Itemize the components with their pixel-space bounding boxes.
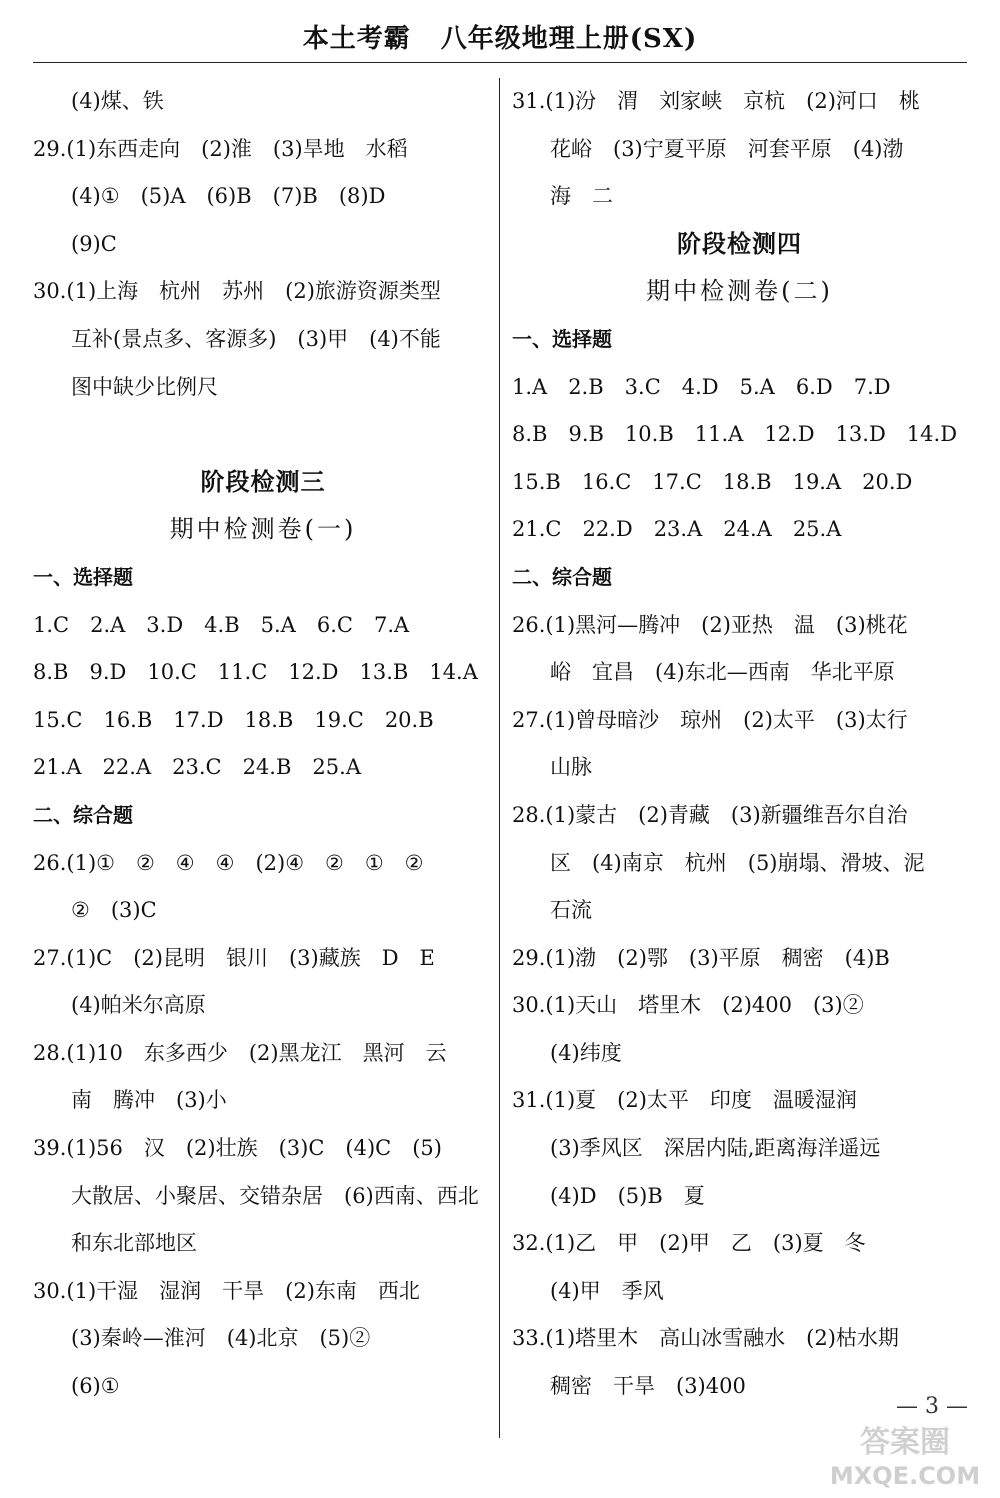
- book-brand: 本土考霸: [302, 24, 411, 54]
- right-answer-line: 海 二: [550, 184, 613, 209]
- right-answer-line: 8.B 9.B 10.B 11.A 12.D 13.D 14.D: [512, 422, 958, 447]
- right-answer-line: 稠密 干旱 (3)400: [550, 1374, 746, 1399]
- right-answer-line: 26.(1)黑河—腾冲 (2)亚热 温 (3)桃花: [512, 612, 908, 637]
- left-answer-line: 29.(1)东西走向 (2)淮 (3)旱地 水稻: [33, 136, 408, 161]
- left-answer-line: 南 腾冲 (3)小: [71, 1088, 227, 1113]
- left-section-title: 阶段检测三: [200, 467, 326, 496]
- left-answer-line: 1.C 2.A 3.D 4.B 5.A 6.C 7.A: [33, 612, 410, 637]
- right-answer-line: 峪 宜昌 (4)东北—西南 华北平原: [550, 660, 895, 685]
- right-answer-line: 29.(1)渤 (2)鄂 (3)平原 稠密 (4)B: [512, 945, 890, 970]
- right-answer-line: 花峪 (3)宁夏平原 河套平原 (4)渤: [550, 136, 904, 161]
- right-answer-line: 31.(1)夏 (2)太平 印度 温暖湿润: [512, 1088, 857, 1113]
- left-question-group-heading: 一、选择题: [33, 564, 133, 589]
- left-answer-line: 15.C 16.B 17.D 18.B 19.C 20.B: [33, 707, 434, 732]
- left-answer-line: 大散居、小聚居、交错杂居 (6)西南、西北: [71, 1183, 479, 1208]
- right-answer-line: 32.(1)乙 甲 (2)甲 乙 (3)夏 冬: [512, 1231, 866, 1256]
- right-question-group-heading: 一、选择题: [512, 326, 612, 351]
- left-answer-line: 8.B 9.D 10.C 11.C 12.D 13.B 14.A: [33, 660, 478, 685]
- right-answer-line: 石流: [550, 898, 592, 923]
- left-answer-line: 26.(1)① ② ④ ④ (2)④ ② ① ②: [33, 850, 424, 875]
- left-answer-line: 互补(景点多、客源多) (3)甲 (4)不能: [71, 326, 441, 351]
- right-answer-line: (4)D (5)B 夏: [550, 1183, 705, 1208]
- left-answer-line: 28.(1)10 东多西少 (2)黑龙江 黑河 云: [33, 1040, 447, 1065]
- left-answer-line: (4)煤、铁: [71, 89, 164, 113]
- left-answer-line: 39.(1)56 汉 (2)壮族 (3)C (4)C (5): [33, 1136, 442, 1161]
- right-answer-line: (4)甲 季风: [550, 1278, 664, 1303]
- left-answer-line: (9)C: [71, 231, 117, 256]
- left-answer-line: ② (3)C: [71, 898, 157, 923]
- left-answer-line: (3)秦岭—淮河 (4)北京 (5)②: [71, 1326, 371, 1351]
- right-section-title: 阶段检测四: [677, 229, 802, 258]
- page-number-value: 3: [925, 1394, 939, 1419]
- right-answer-line: 山脉: [550, 755, 592, 780]
- left-answer-line: 21.A 22.A 23.C 24.B 25.A: [33, 755, 361, 780]
- right-answer-line: 27.(1)曾母暗沙 琼州 (2)太平 (3)太行: [512, 707, 908, 732]
- left-column: [33, 78, 493, 1411]
- right-answer-line: (4)纬度: [550, 1040, 622, 1065]
- column-divider: [499, 78, 500, 1438]
- right-answer-line: 33.(1)塔里木 高山冰雪融水 (2)枯水期: [512, 1326, 899, 1351]
- left-question-group-heading: 二、综合题: [33, 802, 133, 827]
- right-answer-line: 区 (4)南京 杭州 (5)崩塌、滑坡、泥: [550, 850, 925, 875]
- right-answer-line: 1.A 2.B 3.C 4.D 5.A 6.D 7.D: [512, 374, 891, 399]
- left-answer-line: 30.(1)上海 杭州 苏州 (2)旅游资源类型: [33, 279, 441, 304]
- right-answer-line: 21.C 22.D 23.A 24.A 25.A: [512, 517, 842, 542]
- page-number: — 3 —: [896, 1394, 968, 1419]
- right-answer-line: 30.(1)天山 塔里木 (2)400 (3)②: [512, 993, 864, 1018]
- left-answer-line: 27.(1)C (2)昆明 银川 (3)藏族 D E: [33, 945, 435, 970]
- right-column: [512, 78, 967, 1411]
- right-answer-line: 31.(1)汾 渭 刘家峡 京杭 (2)河口 桃: [512, 89, 920, 113]
- left-spacer: [33, 411, 493, 459]
- right-exam-title: 期中检测卷(二): [646, 277, 833, 306]
- left-answer-line: 30.(1)干湿 湿润 干旱 (2)东南 西北: [33, 1278, 420, 1303]
- book-subtitle: 八年级地理上册(SX): [440, 24, 698, 54]
- header-rule: [33, 62, 967, 63]
- left-answer-line: (4)① (5)A (6)B (7)B (8)D: [71, 184, 386, 209]
- left-exam-title: 期中检测卷(一): [169, 515, 357, 544]
- right-answer-line: 28.(1)蒙古 (2)青藏 (3)新疆维吾尔自治: [512, 802, 908, 827]
- right-question-group-heading: 二、综合题: [512, 564, 612, 589]
- svg-text:MXQE.COM: MXQE.COM: [829, 1462, 981, 1490]
- left-answer-line: 图中缺少比例尺: [71, 374, 218, 399]
- right-answer-line: (3)季风区 深居内陆,距离海洋遥远: [550, 1136, 881, 1161]
- left-answer-line: (6)①: [71, 1374, 120, 1399]
- left-answer-line: (4)帕米尔高原: [71, 993, 206, 1018]
- left-answer-line: 和东北部地区: [71, 1231, 197, 1256]
- svg-text:答案圈: 答案圈: [860, 1425, 950, 1460]
- page-header: [0, 18, 1000, 55]
- watermark-logo: [820, 1420, 990, 1490]
- right-answer-line: 15.B 16.C 17.C 18.B 19.A 20.D: [512, 469, 913, 494]
